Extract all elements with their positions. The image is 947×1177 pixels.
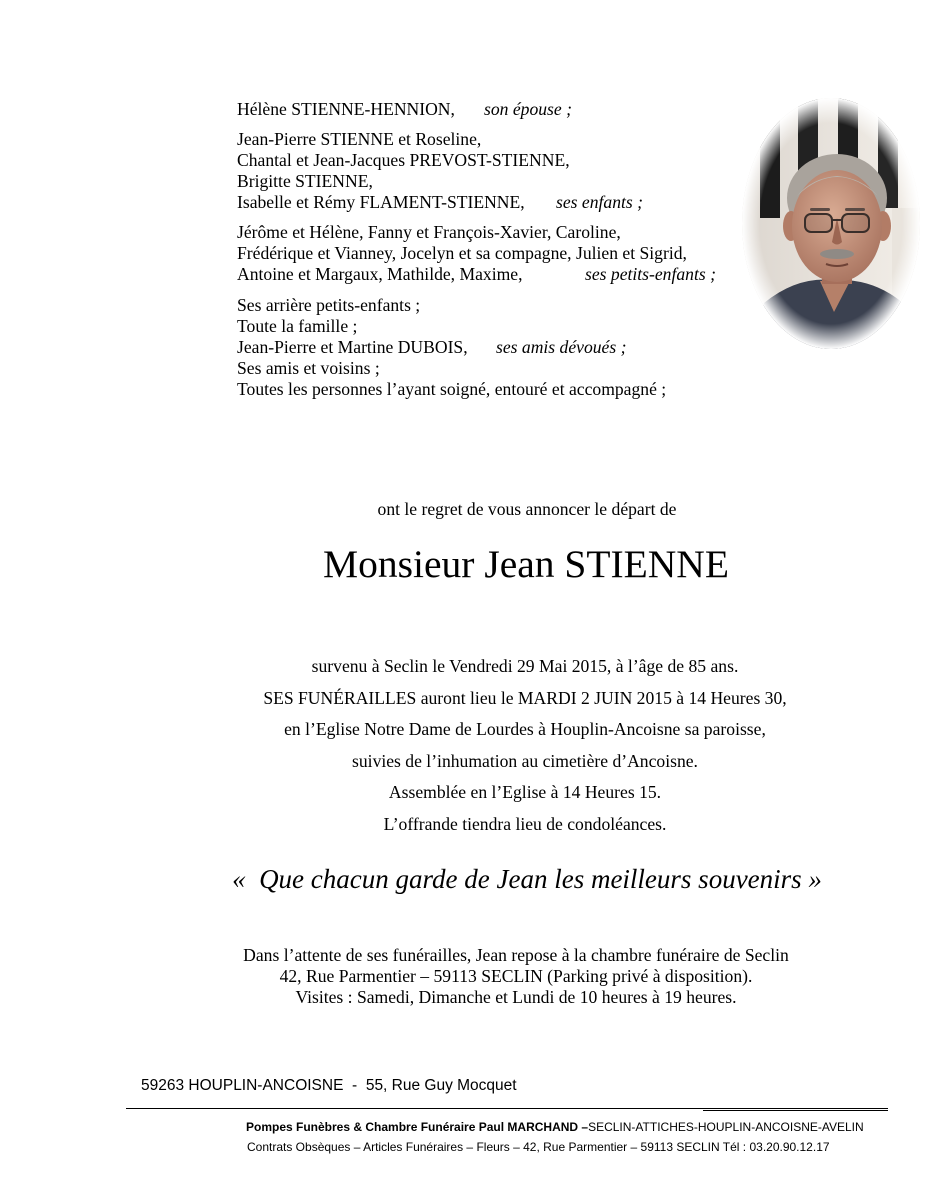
visitation-hours-line: Visites : Samedi, Dimanche et Lundi de 10 heures à 19 heures. xyxy=(295,987,737,1007)
portrait-photo xyxy=(742,98,920,349)
grandchildren-relation: ses petits-enfants ; xyxy=(585,263,716,284)
grandchildren-line xyxy=(237,222,687,243)
funeral-home-title: Pompes Funèbres & Chambre Funéraire Paul MARCHAND – xyxy=(246,1120,589,1134)
others-line xyxy=(237,337,666,358)
funeral-date-line: SES FUNÉRAILLES auront lieu le MARDI 2 JUIN 2015 à 14 Heures 30, xyxy=(263,687,787,708)
announcement-intro: ont le regret de vous annoncer le départ de xyxy=(377,499,677,519)
funeral-details xyxy=(125,651,925,841)
children-line xyxy=(237,191,643,213)
children-name: Isabelle et Rémy FLAMENT-STIENNE, xyxy=(237,191,525,212)
offering-line: L’offrande tiendra lieu de condoléances. xyxy=(383,813,667,834)
children-line xyxy=(237,129,570,150)
visitation-address-line: 42, Rue Parmentier – 59113 SECLIN (Parking privé à disposition). xyxy=(279,966,753,986)
footer-divider xyxy=(126,1108,888,1109)
children-name: Jean-Pierre STIENNE et Roseline, xyxy=(237,129,482,149)
spouse-name: Hélène STIENNE-HENNION, xyxy=(237,99,455,119)
grandchildren-names: Antoine et Margaux, Mathilde, Maxime, xyxy=(237,263,523,284)
grandchildren-line xyxy=(237,243,687,264)
deceased-name: Monsieur Jean STIENNE xyxy=(323,542,729,586)
spouse-group xyxy=(237,99,572,120)
children-line xyxy=(237,171,570,192)
funeral-home-contact: Contrats Obsèques – Articles Funéraires – Fleurs – 42, Rue Parmentier – 59113 SECLIN Tél : 03.20.90.12.17 xyxy=(247,1140,830,1154)
children-line xyxy=(237,150,570,171)
funeral-home-name xyxy=(246,1120,864,1134)
family-address: 59263 HOUPLIN-ANCOISNE - 55, Rue Guy Mocquet xyxy=(141,1077,517,1094)
funeral-home-locations: SECLIN-ATTICHES-HOUPLIN-ANCOISNE-AVELIN xyxy=(588,1120,864,1134)
children-relation: ses enfants ; xyxy=(556,191,643,212)
others-line xyxy=(237,379,666,400)
death-info-line: survenu à Seclin le Vendredi 29 Mai 2015, à l’âge de 85 ans. xyxy=(311,656,739,676)
spouse-relation: son épouse ; xyxy=(484,99,572,119)
grandchildren-names: Frédérique et Vianney, Jocelyn et sa compagne, Julien et Sigrid, xyxy=(237,242,687,263)
others-line xyxy=(237,316,666,337)
assembly-line: Assemblée en l’Eglise à 14 Heures 15. xyxy=(388,782,662,803)
spouse-line xyxy=(237,99,572,120)
great-grandchildren-line: Ses arrière petits-enfants ; xyxy=(237,295,421,315)
visitation-info xyxy=(116,945,916,1008)
others-line xyxy=(237,295,666,316)
church-line: en l’Eglise Notre Dame de Lourdes à Houplin-Ancoisne sa paroisse, xyxy=(284,719,766,740)
others-group xyxy=(237,295,666,399)
grandchildren-group xyxy=(237,222,716,285)
visitation-line: Dans l’attente de ses funérailles, Jean repose à la chambre funéraire de Seclin xyxy=(243,945,789,965)
caregivers-line: Toutes les personnes l’ayant soigné, entouré et accompagné ; xyxy=(237,378,667,399)
grandchildren-line xyxy=(237,263,716,285)
burial-line: suivies de l’inhumation au cimetière d’Ancoisne. xyxy=(352,750,698,771)
neighbours-line: Ses amis et voisins ; xyxy=(237,357,380,378)
children-group xyxy=(237,129,643,213)
children-name: Brigitte STIENNE, xyxy=(237,170,373,191)
children-name: Chantal et Jean-Jacques PREVOST-STIENNE, xyxy=(237,149,570,170)
friends-names: Jean-Pierre et Martine DUBOIS, xyxy=(237,336,468,357)
memorial-quote: « Que chacun garde de Jean les meilleurs souvenirs » xyxy=(232,864,822,894)
others-line xyxy=(237,358,666,379)
footer-divider-accent xyxy=(703,1110,888,1111)
friends-relation: ses amis dévoués ; xyxy=(496,336,627,357)
grandchildren-names: Jérôme et Hélène, Fanny et François-Xavier, Caroline, xyxy=(237,222,621,242)
whole-family-line: Toute la famille ; xyxy=(237,315,358,336)
